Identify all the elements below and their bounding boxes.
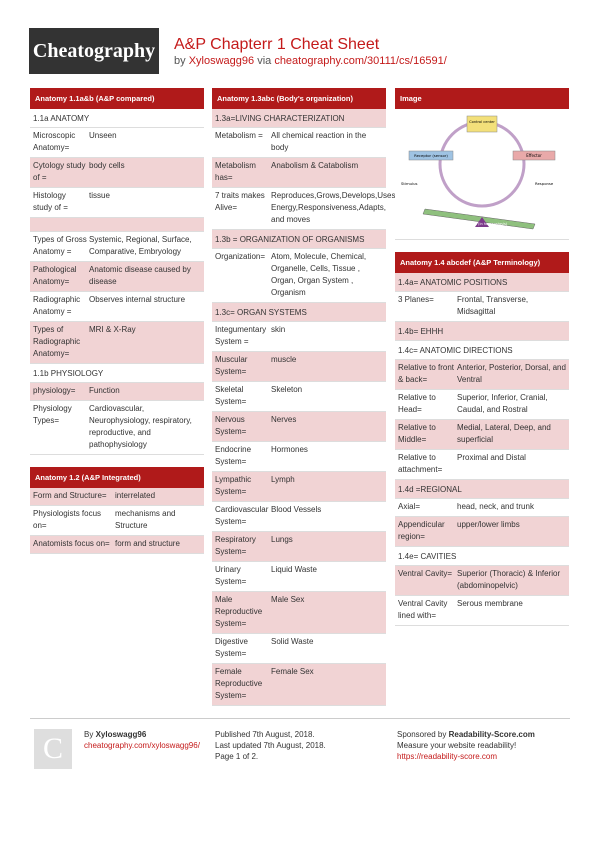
row-value: Serous membrane [457,599,523,608]
row-value: Atom, Molecule, Chemical, Organelle, Cells, Tissue , Organ, Organ System , Organism [271,252,367,297]
row-value: Systemic, Regional, Surface, Comparative, Embryology [89,235,192,256]
row-value: Female Sex [271,667,314,676]
row-key: Relative to Middle= [398,423,436,444]
row-value: body cells [89,161,125,170]
table-row [212,442,386,472]
block-title: Anatomy 1.3abc (Body's organization) [212,88,386,109]
table-row [30,488,204,506]
row-key: 3 Planes= [398,295,434,304]
row-key: Nervous System= [215,415,247,436]
row-value: interrelated [115,491,156,500]
table-row [212,664,386,706]
table-row [30,401,204,455]
row-value: Observes internal structure [89,295,186,304]
table-row [212,322,386,352]
row-key: Anatomists focus on= [33,539,110,548]
footer-author [84,729,200,751]
receptor-label: Receptor (sensor) [414,153,448,158]
block-title: Anatomy 1.2 (A&P Integrated) [30,467,204,488]
table-row [30,188,204,218]
block-anatomy-1-4 [395,252,569,626]
row-value: Hormones [271,445,308,454]
row-key: Muscular System= [215,355,248,376]
block-title: Image [395,88,569,109]
row-value: Cardiovascular, Neurophysiology, respiratory, reproductive, and pathophysiology [89,404,192,449]
row-value: Frontal, Transverse, Midsagittal [457,295,529,316]
row-key: Endocrine System= [215,445,252,466]
table-row [395,517,569,547]
table-row [30,128,204,158]
subtitle [174,55,447,67]
table-row-empty [30,218,204,232]
published-date: Published 7th August, 2018. [215,730,315,739]
row-value: All chemical reaction in the body [271,131,367,152]
cheatography-logo[interactable]: Cheatography [29,28,159,74]
row-key: Ventral Cavity= [398,569,453,578]
row-value: Function [89,386,120,395]
row-value: Anatomic disease caused by disease [89,265,191,286]
row-value: Anterior, Posterior, Dorsal, and Ventral [457,363,566,384]
row-value: Nerves [271,415,297,424]
row-value: Blood Vessels [271,505,322,514]
row-value: tissue [89,191,110,200]
sponsored-label: Sponsored by [397,730,447,739]
section-heading: 1.4c= ANATOMIC DIRECTIONS [395,341,569,360]
row-key: Cardiovascular System= [215,505,269,526]
row-value: Liquid Waste [271,565,317,574]
column-2 [212,88,396,706]
control-center-label: Control center [469,120,495,124]
table-row [30,292,204,322]
table-row [395,390,569,420]
table-row [212,158,386,188]
row-value: upper/lower limbs [457,520,520,529]
footer-author-url[interactable]: cheatography.com/xyloswagg96/ [84,741,200,750]
table-row [30,383,204,401]
table-row [395,450,569,480]
row-key: Axial= [398,502,421,511]
table-row [212,634,386,664]
footer-sponsor [397,729,535,762]
footer [30,718,570,765]
by-label: by [174,55,186,67]
row-key: Female Reproductive System= [215,667,263,700]
row-key: Types of Radiographic Anatomy= [33,325,81,358]
table-row [395,499,569,517]
section-heading: 1.3b = ORGANIZATION OF ORGANISMS [212,230,386,249]
table-row [212,592,386,634]
page-title: A&P Chapterr 1 Cheat Sheet [174,36,380,53]
table-row [395,292,569,322]
row-value: Reproduces,Grows,Develops,Uses Energy,Responsiveness,Adapts, and moves [271,191,396,224]
section-heading: 1.3c= ORGAN SYSTEMS [212,303,386,322]
author-avatar: C [34,729,72,769]
stimulus-label: Stimulus [401,181,418,186]
row-key: Physiologists focus on= [33,509,102,530]
row-key: Digestive System= [215,637,248,658]
row-value: Anabolism & Catabolism [271,161,359,170]
row-value: Male Sex [271,595,305,604]
row-key: Metabolism has= [215,161,256,182]
section-heading: 1.1b PHYSIOLOGY [30,364,204,383]
row-key: Respiratory System= [215,535,256,556]
homeostasis-diagram [395,109,569,240]
row-key: Lympathic System= [215,475,252,496]
table-row [395,360,569,390]
block-image [395,88,569,240]
column-3 [395,88,569,638]
table-row [212,412,386,442]
row-key: Histology study of = [33,191,68,212]
row-value: Medial, Lateral, Deep, and superficial [457,423,551,444]
table-row [30,506,204,536]
section-heading: 1.4e= CAVITIES [395,547,569,566]
sponsor-url[interactable]: https://readability-score.com [397,752,498,761]
homeostasis-diagram-svg [395,109,569,239]
block-anatomy-1-2 [30,467,204,554]
author-link[interactable]: Xyloswagg96 [188,55,255,67]
table-row [395,420,569,450]
section-heading: 1.4a= ANATOMIC POSITIONS [395,273,569,292]
row-key: Relative to attachment= [398,453,443,474]
row-value: Proximal and Distal [457,453,526,462]
table-row [212,352,386,382]
row-value: form and structure [115,539,180,548]
control-center-box [467,116,497,132]
effector-label: Effector [526,153,542,158]
row-key: Male Reproductive System= [215,595,263,628]
table-row [212,562,386,592]
row-key: Relative to Head= [398,393,436,414]
block-title: Anatomy 1.4 abcdef (A&P Terminology) [395,252,569,273]
footer-dates [215,729,326,762]
block-anatomy-1-1 [30,88,204,455]
table-row [212,382,386,412]
row-key: Skeletal System= [215,385,247,406]
section-heading: 1.4b= EHHH [395,322,569,341]
sponsor-name[interactable]: Readability-Score.com [448,730,535,739]
table-row [212,128,386,158]
table-row [212,188,396,230]
row-value: mechanisms and Structure [115,509,176,530]
via-label: via [257,55,272,67]
table-row [212,249,386,303]
row-value: Solid Waste [271,637,314,646]
table-row [212,472,386,502]
row-key: Integumentary System = [215,325,267,346]
response-label: Response [535,181,554,186]
row-key: Appendicular region= [398,520,445,541]
row-value: MRI & X-Ray [89,325,136,334]
row-value: Skeleton [271,385,303,394]
row-key: 7 traits makes Alive= [215,191,265,212]
table-row [30,536,204,554]
row-value: Superior, Inferior, Cranial, Caudal, and Rostral [457,393,548,414]
row-key: Organization= [215,252,266,261]
table-row [212,502,386,532]
footer-author-name[interactable]: Xyloswagg96 [95,730,147,739]
sponsor-tagline: Measure your website readability! [397,741,517,750]
row-key: Types of Gross Anatomy = [33,235,87,256]
sheet-url-link[interactable]: cheatography.com/30111/cs/16591/ [274,55,447,67]
row-key: Physiology Types= [33,404,72,425]
section-heading: 1.4d =REGIONAL [395,480,569,499]
table-row [30,262,204,292]
row-value: head, neck, and trunk [457,502,534,511]
row-value: muscle [271,355,297,364]
row-key: Relative to front & back= [398,363,455,384]
row-key: Microscopic Anatomy= [33,131,76,152]
row-key: Radiographic Anatomy = [33,295,81,316]
table-row [30,158,204,188]
row-key: Ventral Cavity lined with= [398,599,448,620]
page-number: Page 1 of 2. [215,752,259,761]
table-row [30,232,204,262]
row-key: physiology= [33,386,76,395]
feedback-loop [440,122,524,206]
block-title: Anatomy 1.1a&b (A&P compared) [30,88,204,109]
row-key: Pathological Anatomy= [33,265,77,286]
row-key: Cytology study of = [33,161,86,182]
variable-label: Variable (in homeostasis) [462,222,508,226]
row-value: Lymph [271,475,295,484]
column-1 [30,88,204,566]
row-value: Superior (Thoracic) & Inferior (abdominopelvic) [457,569,561,590]
row-value: Lungs [271,535,293,544]
updated-date: Last updated 7th August, 2018. [215,741,326,750]
row-value: skin [271,325,286,334]
row-key: Form and Structure= [33,491,107,500]
row-value: Unseen [89,131,117,140]
table-row [212,532,386,562]
table-row [395,566,569,596]
footer-by-label: By [84,730,94,739]
row-key: Urinary System= [215,565,247,586]
row-key: Metabolism = [215,131,263,140]
table-row [30,322,204,364]
table-row [395,596,569,626]
section-heading: 1.1a ANATOMY [30,109,204,128]
section-heading: 1.3a=LIVING CHARACTERIZATION [212,109,386,128]
